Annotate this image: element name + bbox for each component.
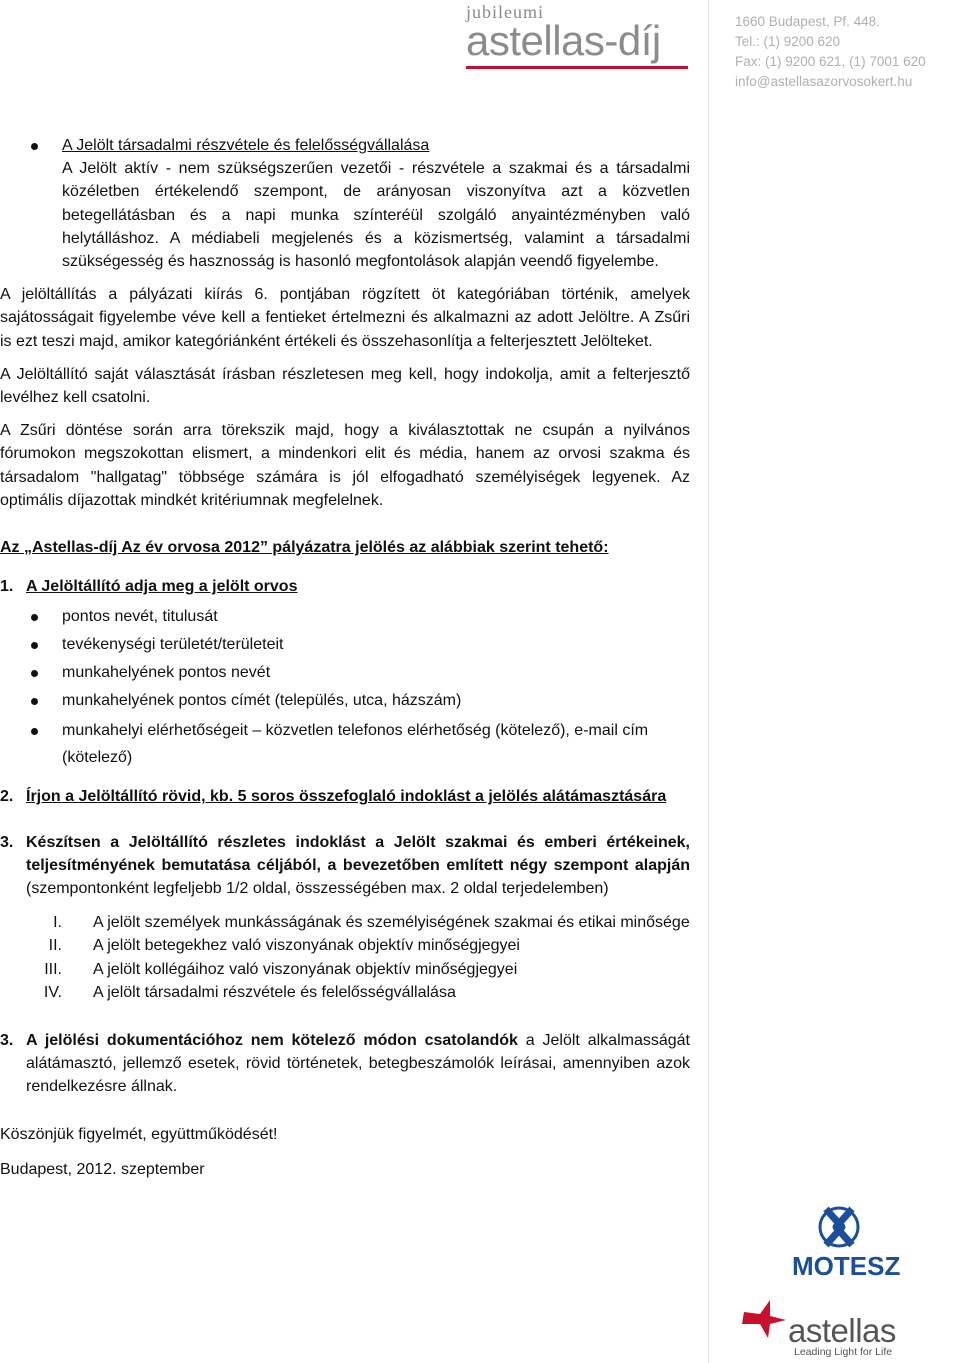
logo-red-bar <box>466 66 688 69</box>
item-3 <box>0 831 690 901</box>
bullet-dot-icon <box>31 670 38 677</box>
criterion-text: A Jelölt aktív - nem szükségszerűen vezetői - részvétele a szakmai és a társadalmi közéletben értékelendő szempont, de arányosan viszonyítva azt a közvetlen betegellátásban és a napi munka színteréül szolgáló anyaintézményben való helytálláshoz. A médiabeli megjelenés és a közismertség, valamint a társadalmi szükségesség és hasznosság is hasonló megfontolások alapján veendő figyelembe. <box>62 160 690 271</box>
roman-item <box>0 981 690 1004</box>
bullet-dot-icon <box>31 698 38 705</box>
item-2 <box>0 785 690 808</box>
bullet-dot-icon <box>31 642 38 649</box>
astellas-logo <box>740 1298 900 1358</box>
logo-main-text: astellas-díj <box>466 17 661 64</box>
contact-block <box>735 12 926 92</box>
list-item <box>0 661 690 689</box>
bullet-dot-icon <box>31 728 38 735</box>
astellas-star-icon <box>740 1298 788 1338</box>
list-item <box>0 689 690 717</box>
list-item-text: munkahelyének pontos címét (település, utca, házszám) <box>62 692 462 710</box>
closing-date: Budapest, 2012. szeptember <box>0 1160 205 1178</box>
motesz-wordmark: MOTESZ <box>792 1251 901 1281</box>
paragraph-categories: A jelöltállítás a pályázati kiírás 6. pontjában rögzített öt kategóriában történik, amelyek sajátosságait figyelembe véve kell a fentieket értelmezni és alkalmazni az adott Jelöltre. A Zsűri is ezt teszi majd, amikor kategóriánként értékeli és összehasonlítja a felterjesztett Jelölteket. <box>0 286 690 350</box>
item-3-bold-text: Készítsen a Jelöltállító részletes indoklást a Jelölt szakmai és emberi értékeinek, teljesítményének bemutatása céljából, a bevezetőben említett négy szempont alapján <box>26 833 690 874</box>
item-4-number: 3. <box>0 1032 14 1050</box>
motesz-mark-icon <box>812 1205 866 1251</box>
item-3-roman-list <box>0 911 690 1004</box>
roman-item <box>0 934 690 957</box>
list-item <box>0 605 690 633</box>
list-item-text: tevékenységi területét/területeit <box>62 636 284 654</box>
astellas-wordmark: astellas <box>788 1312 896 1349</box>
astellas-dij-logo <box>466 2 661 65</box>
list-item-text: munkahelyi elérhetőségeit – közvetlen telefonos elérhetőség (kötelező), e-mail cím (kötelező) <box>62 722 649 767</box>
roman-numeral: III. <box>44 960 62 978</box>
astellas-tagline: Leading Light for Life <box>794 1346 893 1358</box>
section-heading: Az „Astellas-díj Az év orvosa 2012” pályázatra jelölés az alábbiak szerint tehető: <box>0 539 609 557</box>
list-item <box>0 633 690 661</box>
contact-email[interactable]: info@astellasazorvosokert.hu <box>735 74 913 89</box>
list-item-text: munkahelyének pontos nevét <box>62 664 271 682</box>
roman-text: A jelölt kollégáihoz való viszonyának objektív minőségjegyei <box>93 960 518 978</box>
paragraph-jury: A Zsűri döntése során arra törekszik majd, hogy a kiválasztottak ne csupán a nyilvános fórumokon megszokottan elismert, a mindenkori elit és média, hanem az orvosi szakma és társadalom "hallgatag" többsége számára is jól elfogadható személyiségek legyenek. Az optimális díjazottak mindkét kritériumnak megfelelnek. <box>0 422 690 509</box>
item-4-normal-text: a Jelölt alkalmasságát alátámasztó, jellemző esetek, rövid történetek, betegbeszámolók leírásai, amennyiben azok rendelkezésre állnak. <box>26 1032 690 1096</box>
item-2-text: Írjon a Jelöltállító rövid, kb. 5 soros összefoglaló indoklást a jelölés alátámasztására <box>26 788 667 806</box>
item-4 <box>0 1029 690 1099</box>
list-item <box>0 717 690 771</box>
bullet-dot-icon <box>31 143 38 150</box>
bullet-dot-icon <box>31 614 38 621</box>
item-3-normal-text: (szempontonként legfeljebb 1/2 oldal, összességében max. 2 oldal terjedelemben) <box>26 880 609 898</box>
item-2-number: 2. <box>0 788 14 806</box>
item-1 <box>0 575 690 598</box>
roman-item <box>0 911 690 934</box>
roman-numeral: IV. <box>43 983 62 1001</box>
paragraph-justification: A Jelöltállító saját választását írásban részletesen meg kell, hogy indokolja, amit a felterjesztő levélhez kell csatolni. <box>0 365 690 407</box>
contact-fax: Fax: (1) 9200 621, (1) 7001 620 <box>735 54 926 69</box>
roman-numeral: II. <box>48 937 62 955</box>
item-3-number: 3. <box>0 833 14 851</box>
roman-item <box>0 958 690 981</box>
criterion-bullet <box>0 134 690 273</box>
roman-text: A jelölt betegekhez való viszonyának objektív minőségjegyei <box>93 937 520 955</box>
contact-phone: Tel.: (1) 9200 620 <box>735 34 841 49</box>
roman-text: A jelölt személyek munkásságának és személyiségének szakmai és etikai minősége <box>93 914 690 932</box>
item-4-bold-text: A jelölési dokumentációhoz nem kötelező módon csatolandók <box>26 1032 518 1050</box>
contact-address: 1660 Budapest, Pf. 448. <box>735 14 880 29</box>
document-body <box>0 134 690 1181</box>
logo-small-text: jubileumi <box>466 2 544 22</box>
side-divider <box>708 0 709 1363</box>
roman-text: A jelölt társadalmi részvétele és felelősségvállalása <box>93 983 456 1001</box>
criterion-title: A Jelölt társadalmi részvétele és felelősségvállalása <box>62 137 430 154</box>
item-1-list <box>0 605 690 771</box>
roman-numeral: I. <box>53 914 62 932</box>
list-item-text: pontos nevét, titulusát <box>62 608 218 626</box>
closing-thanks: Köszönjük figyelmét, együttműködését! <box>0 1125 278 1143</box>
item-1-title: A Jelöltállító adja meg a jelölt orvos <box>26 578 298 596</box>
item-1-number: 1. <box>0 578 14 596</box>
